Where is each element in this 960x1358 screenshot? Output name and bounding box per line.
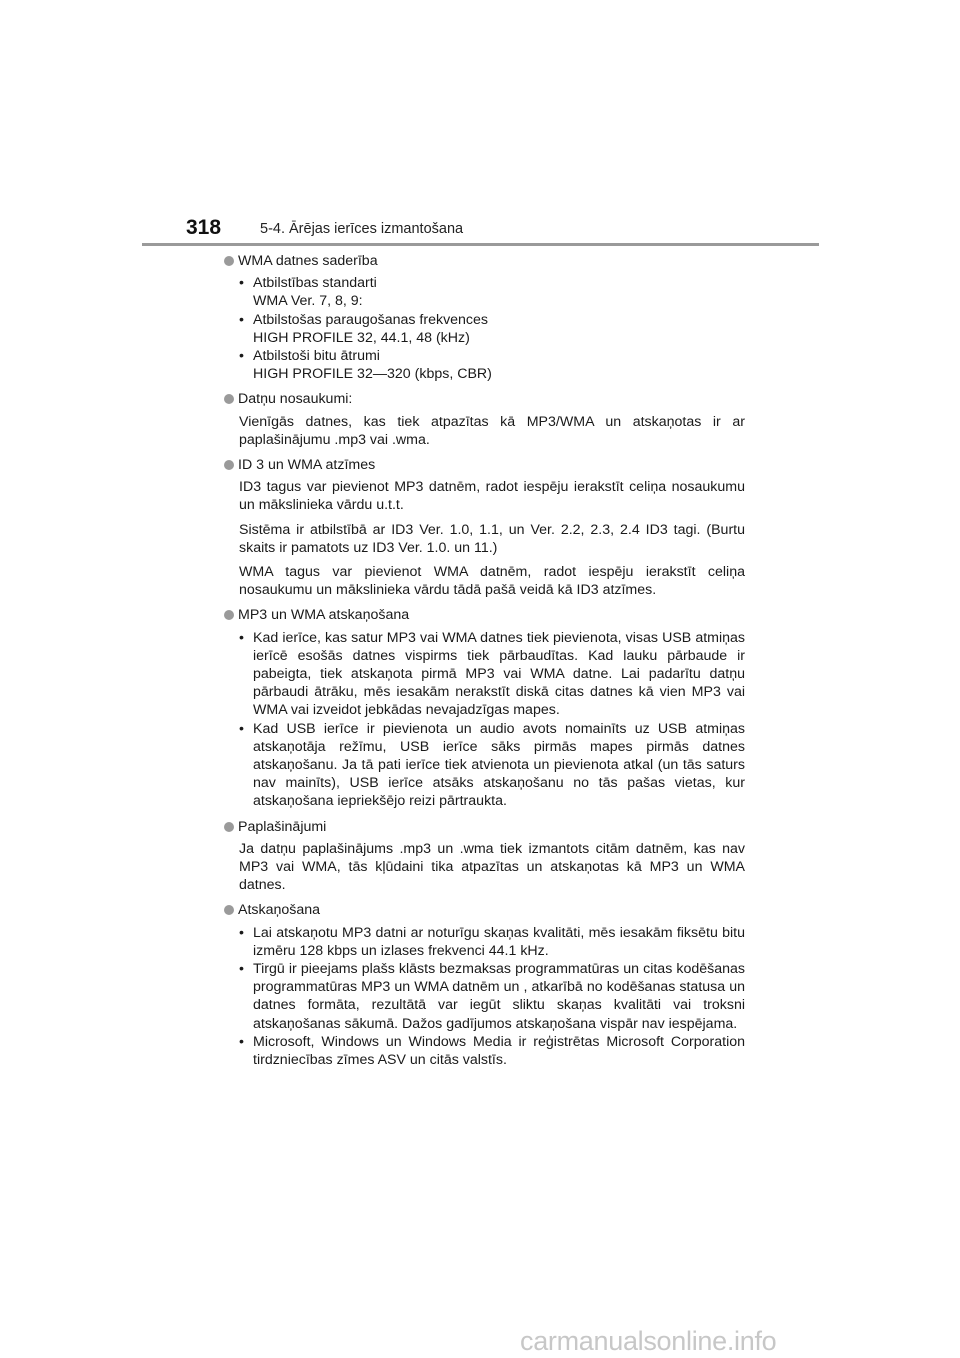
spec-value: HIGH PROFILE 32—320 (kbps, CBR) [253,366,492,383]
section-id3-wma-tags [222,456,745,599]
section-playback [222,901,745,1069]
list-item: • Microsoft, Windows un Windows Media ir reģistrētas Microsoft Corporation tirdzniecības zīmes ASV un citās valstīs. [253,1033,745,1069]
spec-title: • Atbilstošas paraugošanas frekvences [253,311,489,328]
section-heading [222,606,745,624]
bullet-list [222,924,745,1070]
section-heading [222,818,745,836]
bullet-icon [224,394,234,404]
spec-value: WMA Ver. 7, 8, 9: [253,293,363,310]
section-title: 5-4. Ārējas ierīces izmantošana [260,221,464,237]
page-number: 318 [186,216,222,239]
watermark-logo[interactable]: carmanualsonline.info [520,1326,777,1356]
list-item [253,347,745,383]
header-divider [142,243,819,246]
paragraph: Ja datņu paplašinājums .mp3 un .wma tiek izmantots citām datnēm, kas nav MP3 vai WMA, tās kļūdaini tika atpazītas un atskaņotas kā MP3 un WMA datnes. [239,840,745,894]
spec-list [222,274,745,383]
list-item: • Kad USB ierīce ir pievienota un audio avots nomainīts uz USB atmiņas atskaņotāja režīmu, USB ierīce sāks pirmās mapes pirmās datnes atskaņošanu. Ja tā pati ierīce tiek atvienota un pievienota atkal (un tās saturs nav mainīts), USB ierīce atsāks atskaņošanu no tās pašas vietas, kur atskaņošana iepriekšējo reizi pārtraukta. [253,720,745,811]
section-heading [222,252,745,270]
section-heading [222,456,745,474]
section-heading-text: WMA datnes saderība [238,253,378,269]
section-heading [222,901,745,919]
bullet-icon [224,905,234,915]
section-extensions [222,818,745,895]
list-item [253,274,745,310]
section-heading [222,390,745,408]
spec-title: • Atbilstības standarti [253,275,377,292]
list-item: • Lai atskaņotu MP3 datni ar noturīgu skaņas kvalitāti, mēs iesakām fiksētu bitu izmēru 128 kbps un izlases frekvenci 44.1 kHz. [253,924,745,960]
list-item: • Kad ierīce, kas satur MP3 vai WMA datnes tiek pievienota, visas USB atmiņas ierīcē esošās datnes vispirms tiek pārbaudītas. Kad lauku pārbaude ir pabeigta, tiek atskaņota pirmā MP3 vai WMA datne. Lai padarītu datņu pārbaudi ātrāku, mēs iesakām nerakstīt diskā citas datnes kā vien MP3 vai WMA vai izveidot jebkādas nevajadzīgas mapes. [253,629,745,720]
section-heading-text: Paplašinājumi [238,818,327,835]
paragraph: WMA tagus var pievienot WMA datnēm, radot iespēju ierakstīt celiņa nosaukumu un mākslinieka vārdu tādā pašā veidā kā ID3 atzīmes. [239,564,745,599]
page-body [222,252,745,1076]
spec-title: • Atbilstoši bitu ātrumi [253,348,380,364]
page-header [0,0,960,250]
spec-value: HIGH PROFILE 32, 44.1, 48 (kHz) [253,329,470,346]
paragraph: ID3 tagus var pievienot MP3 datnēm, radot iespēju ierakstīt celiņa nosaukumu un mākslinieka vārdu u.t.t. [239,479,745,514]
paragraph: Vienīgās datnes, kas tiek atpazītas kā MP3/WMA un atskaņotas ir ar paplašinājumu .mp3 vai .wma. [239,413,745,448]
list-item: • Tirgū ir pieejams plašs klāsts bezmaksas programmatūras un citas kodēšanas programmatūras MP3 un WMA datnēm un , atkarībā no kodēšanas statusa un datnes formāta, rezultātā var iegūt sliktu skaņas kvalitāti vai troksni atskaņošanas sākumā. Dažos gadījumos atskaņošana vispār nav iespējama. [253,960,745,1033]
bullet-icon [224,256,234,266]
bullet-list [222,629,745,811]
section-file-names [222,390,745,449]
bullet-icon [224,822,234,832]
bullet-icon [224,460,234,470]
section-heading-text: Atskaņošana [238,902,321,919]
section-mp3-wma-playback [222,606,745,810]
section-wma-compatibility [222,252,745,383]
section-heading-text: ID 3 un WMA atzīmes [238,457,376,473]
bullet-icon [224,610,234,620]
paragraph: Sistēma ir atbilstībā ar ID3 Ver. 1.0, 1.1, un Ver. 2.2, 2.3, 2.4 ID3 tagi. (Burtu skaits ir pamatots uz ID3 Ver. 1.0. un 11.) [239,521,745,556]
section-heading-text: MP3 un WMA atskaņošana [238,607,410,624]
list-item [253,311,745,347]
section-heading-text: Datņu nosaukumi: [238,391,353,408]
